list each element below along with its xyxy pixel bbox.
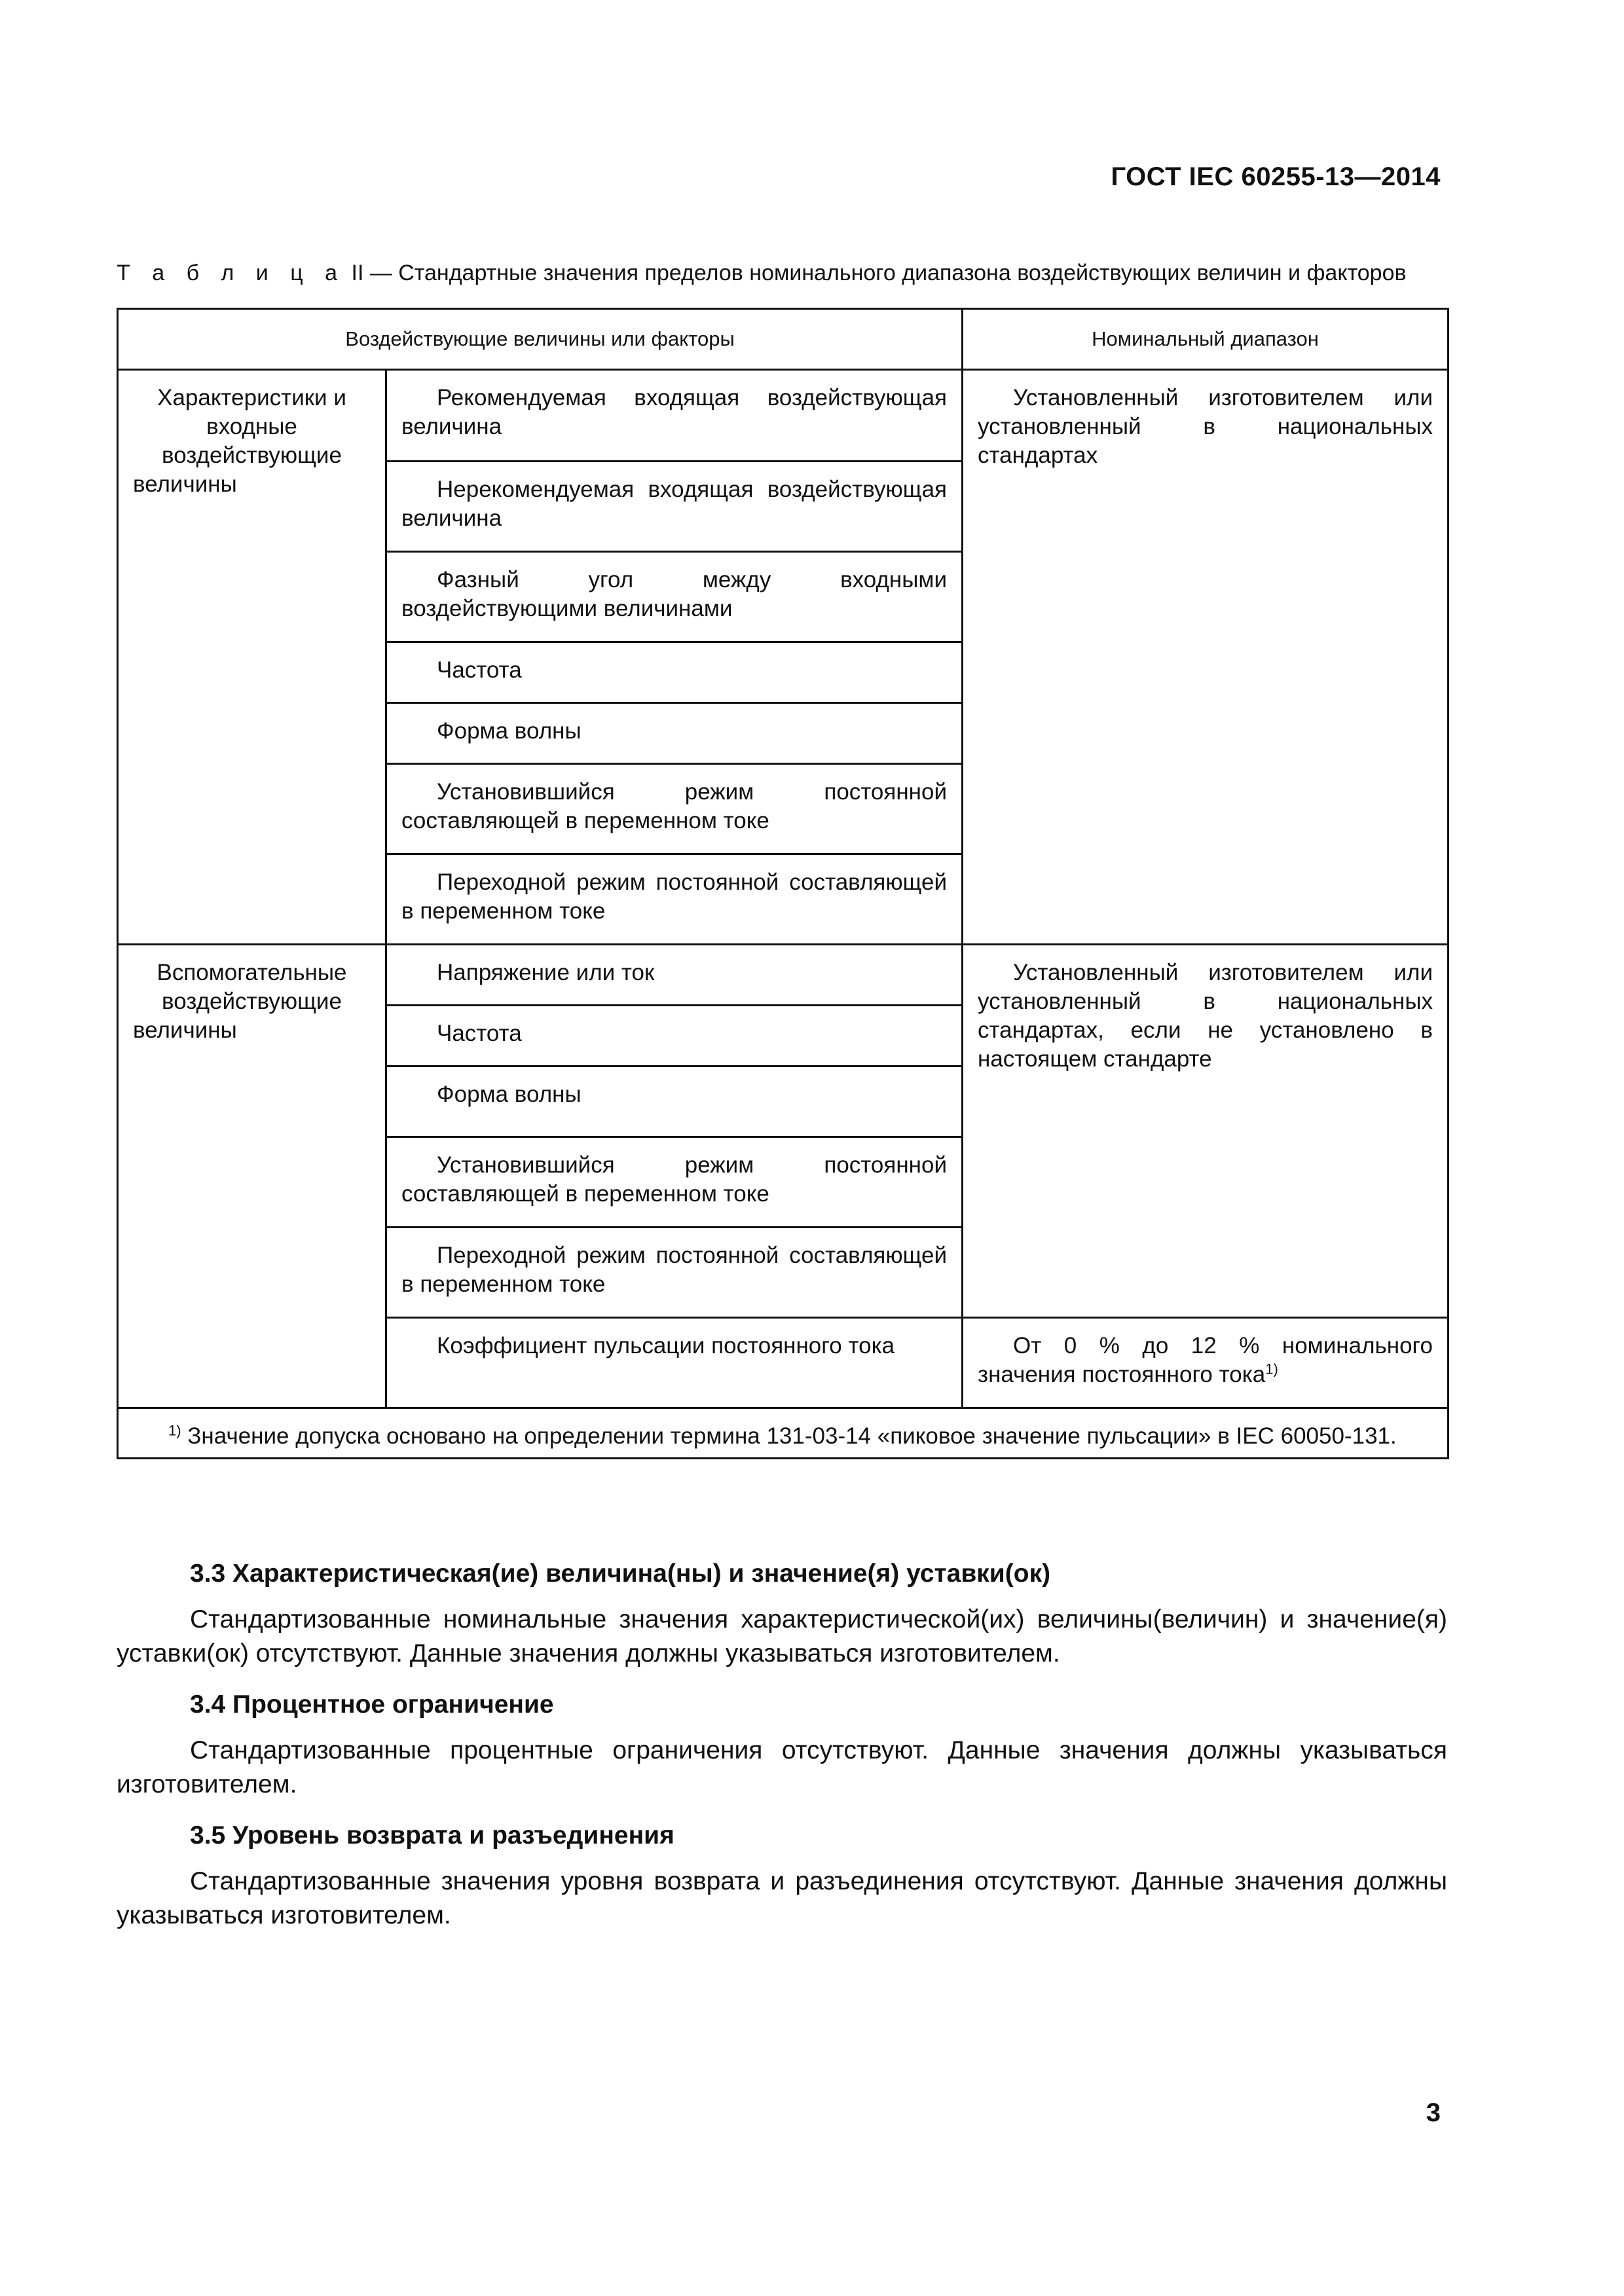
section-3-3 (117, 1557, 1447, 1671)
factor-cell: Форма волны (386, 703, 963, 764)
factor-cell: Установившийся режим постоянной составляющей в переменном токе (386, 764, 963, 854)
col-header-factors: Воздействующие величины или факторы (118, 309, 963, 370)
table-header-row (118, 309, 1449, 370)
section-heading: 3.5 Уровень возврата и разъединения (190, 1821, 674, 1850)
section-3-5 (117, 1819, 1447, 1933)
section-body: Стандартизованные значения уровня возврата и разъединения отсутствуют. Данные значения должны указываться изготовителем. (117, 1867, 1447, 1929)
section-body: Стандартизованные процентные ограничения отсутствуют. Данные значения должны указываться изготовителем. (117, 1736, 1447, 1798)
factor-cell: Фазный угол между входными воздействующими величинами (386, 552, 963, 642)
factor-cell: Форма волны (386, 1066, 963, 1137)
factor-cell: Установившийся режим постоянной составляющей в переменном токе (386, 1137, 963, 1228)
section-heading: 3.4 Процентное ограничение (190, 1690, 554, 1719)
table-caption-text: II — Стандартные значения пределов номинального диапазона воздействующих величин и факторов (345, 261, 1407, 285)
range-cell-input: Установленный изготовителем или установленный в национальных стандартах (963, 370, 1449, 945)
factor-cell: Нерекомендуемая входящая воздействующая величина (386, 462, 963, 552)
section-body: Стандартизованные номинальные значения характеристической(их) величины(величин) и значение(я) уставки(ок) отсутствуют. Данные значения должны указываться изготовителем. (117, 1605, 1447, 1667)
table-caption-prefix: Т а б л и ц а (117, 261, 346, 285)
section-3-4 (117, 1688, 1447, 1802)
footnote-text: Значение допуска основано на определении термина 131-03-14 «пиковое значение пульсации» в IEC 60050-131. (187, 1423, 1397, 1449)
document-id: ГОСТ IEC 60255-13—2014 (1111, 162, 1441, 191)
factor-cell: Частота (386, 1006, 963, 1066)
factor-cell: Коэффициент пульсации постоянного тока (386, 1318, 963, 1408)
factor-cell: Напряжение или ток (386, 945, 963, 1006)
factor-cell: Переходной режим постоянной составляющей в переменном токе (386, 1228, 963, 1318)
table-row (118, 370, 1449, 462)
footnote-cell (118, 1408, 1449, 1459)
factor-cell: Рекомендуемая входящая воздействующая величина (386, 370, 963, 462)
footnote-ref: 1) (1265, 1360, 1278, 1377)
ranges-table (117, 308, 1449, 1459)
range-cell-auxiliary: Установленный изготовителем или установленный в национальных стандартах, если не установлено в настоящем стандарте (963, 945, 1449, 1318)
ripple-range-text: От 0 % до 12 % номинального значения постоянного тока (978, 1333, 1433, 1387)
col-header-range: Номинальный диапазон (963, 309, 1449, 370)
factor-cell: Частота (386, 642, 963, 703)
section-heading: 3.3 Характеристическая(ие) величина(ны) и значение(я) уставки(ок) (190, 1559, 1051, 1588)
footnote-mark: 1) (168, 1422, 181, 1439)
table-footnote-row (118, 1408, 1449, 1459)
table-row (118, 945, 1449, 1006)
table-caption (117, 261, 1446, 286)
category-cell-auxiliary: Вспомогательные воздействующие величины (118, 945, 386, 1408)
page-number: 3 (1426, 2098, 1441, 2127)
factor-cell: Переходной режим постоянной составляющей в переменном токе (386, 854, 963, 945)
range-cell-ripple (963, 1318, 1449, 1408)
category-cell-input: Характеристики и входные воздействующие величины (118, 370, 386, 945)
